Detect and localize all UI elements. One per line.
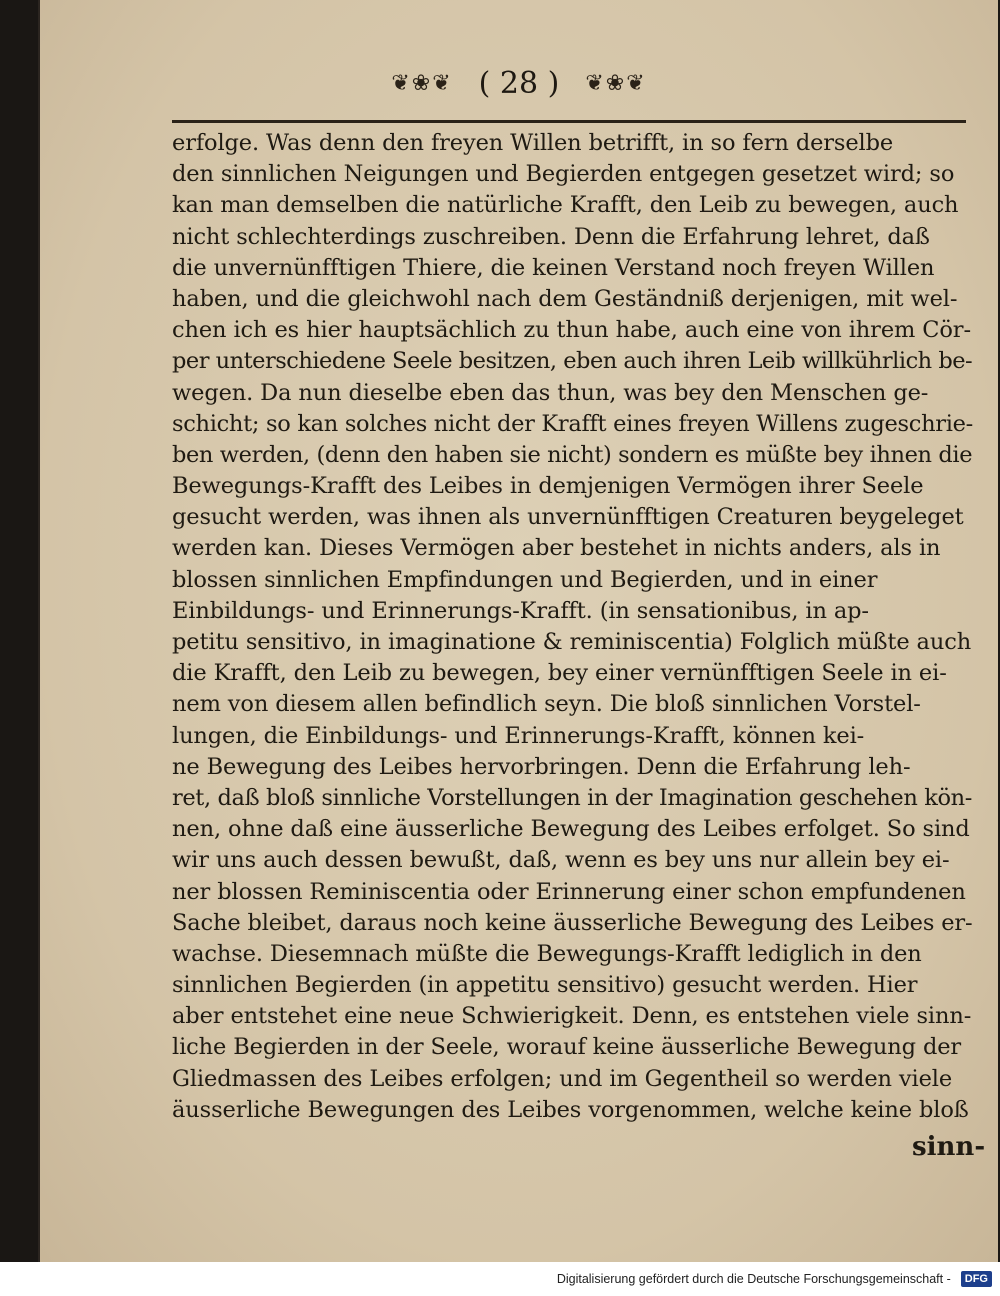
text-line: aber entstehet eine neue Schwierigkeit. Denn, es entstehen viele sinn- [172,1003,972,1030]
ornament-right-icon: ❦❀❦ [585,71,647,96]
digitization-credit-bar [0,1262,1000,1296]
text-line: die unvernünfftigen Thiere, die keinen Verstand noch freyen Willen [172,254,935,281]
text-line: nen, ohne daß eine äusserliche Bewegung des Leibes erfolget. So sind [172,816,970,843]
text-line: den sinnlichen Neigungen und Begierden entgegen gesetzet wird; so [172,161,955,188]
text-line: sinnlichen Begierden (in appetitu sensitivo) gesucht werden. Hier [172,972,918,999]
text-line: Sache bleibet, daraus noch keine äusserliche Bewegung des Leibes er- [172,909,973,936]
text-line: petitu sensitivo, in imaginatione & reminiscentia) Folglich müßte auch [172,629,972,655]
text-line: wir uns auch dessen bewußt, daß, wenn es bey uns nur allein bey ei- [172,847,950,874]
text-line: haben, und die gleichwohl nach dem Geständniß derjenigen, mit wel- [172,285,958,312]
text-line: ret, daß bloß sinnliche Vorstellungen in der Imagination geschehen kön- [172,784,972,811]
header-rule [172,120,966,123]
text-line: liche Begierden in der Seele, worauf keine äusserliche Bewegung der [172,1034,962,1061]
dfg-logo: DFG [961,1271,992,1287]
body-text [172,128,980,1126]
text-line: äusserliche Bewegungen des Leibes vorgenommen, welche keine bloß [172,1096,969,1123]
text-line: per unterschiedene Seele besitzen, eben auch ihren Leib willkührlich be- [172,348,973,375]
catchword: sinn- [912,1132,986,1162]
text-line: ner blossen Reminiscentia oder Erinnerung einer schon empfundenen [172,878,966,905]
ornament-left-icon: ❦❀❦ [391,71,453,96]
text-line: chen ich es hier hauptsächlich zu thun habe, auch eine von ihrem Cör- [172,317,971,344]
text-line: erfolge. Was denn den freyen Willen betrifft, in so fern derselbe [172,130,894,156]
credit-text: Digitalisierung gefördert durch die Deutsche Forschungsgemeinschaft - [556,1272,951,1286]
text-line: die Krafft, den Leib zu bewegen, bey einer vernünfftigen Seele in ei- [172,660,947,687]
text-line: ben werden, (denn den haben sie nicht) sondern es müßte bey ihnen die [172,441,973,468]
text-line: ne Bewegung des Leibes hervorbringen. Denn die Erfahrung leh- [172,753,911,780]
text-line: blossen sinnlichen Empfindungen und Begierden, und in einer [172,566,878,593]
text-line: lungen, die Einbildungs- und Erinnerungs-Krafft, können kei- [172,722,865,749]
text-line: gesucht werden, was ihnen als unvernünfftigen Creaturen beygeleget [172,504,964,531]
page-header [40,66,998,101]
text-line: nem von diesem allen befindlich seyn. Die bloß sinnlichen Vorstel- [172,691,921,718]
text-line: kan man demselben die natürliche Krafft, den Leib zu bewegen, auch [172,192,959,219]
text-line: wegen. Da nun dieselbe eben das thun, was bey den Menschen ge- [172,379,929,406]
text-line: nicht schlechterdings zuschreiben. Denn die Erfahrung lehret, daß [172,223,930,250]
page-number: ( 28 ) [478,66,560,101]
text-line: wachse. Diesemnach müßte die Bewegungs-Krafft lediglich in den [172,940,922,967]
text-line: Einbildungs- und Erinnerungs-Krafft. (in sensationibus, in ap- [172,597,869,624]
text-line: Bewegungs-Krafft des Leibes in demjenigen Vermögen ihrer Seele [172,473,924,500]
text-line: schicht; so kan solches nicht der Krafft eines freyen Willens zugeschrie- [172,410,973,437]
text-line: Gliedmassen des Leibes erfolgen; und im Gegentheil so werden viele [172,1065,953,1092]
book-page [38,0,998,1262]
text-line: werden kan. Dieses Vermögen aber bestehet in nichts anders, als in [172,535,941,562]
